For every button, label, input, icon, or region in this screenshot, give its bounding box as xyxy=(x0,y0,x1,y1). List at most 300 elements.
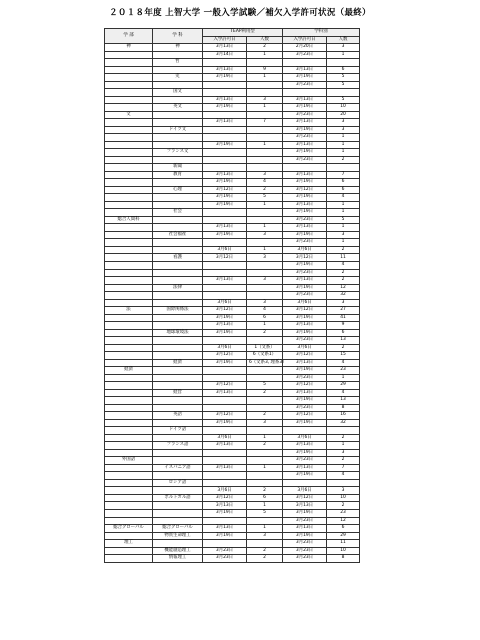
gakka-date-cell: 3月19日 xyxy=(283,261,327,269)
subject-cell xyxy=(153,134,203,142)
department-cell xyxy=(105,382,153,390)
teap-count-cell xyxy=(247,81,283,89)
teap-count-cell xyxy=(247,457,283,465)
teap-count-cell: 9 xyxy=(247,66,283,74)
subject-cell: 新聞 xyxy=(153,164,203,172)
subject-cell: 国際関係法 xyxy=(153,307,203,315)
subject-cell: 法律 xyxy=(153,284,203,292)
teap-count-cell: 6（文系1） xyxy=(247,352,283,360)
teap-date-cell xyxy=(203,134,247,142)
header-teap: TEAP利用型 xyxy=(203,29,283,37)
department-cell xyxy=(105,547,153,555)
department-cell xyxy=(105,314,153,322)
table-row xyxy=(105,111,360,119)
subject-cell: 経済 xyxy=(153,359,203,367)
subject-cell xyxy=(153,314,203,322)
subject-cell xyxy=(153,179,203,187)
subject-cell xyxy=(153,434,203,442)
teap-count-cell xyxy=(247,126,283,134)
department-cell xyxy=(105,419,153,427)
department-cell xyxy=(105,134,153,142)
subject-cell xyxy=(153,419,203,427)
department-cell xyxy=(105,119,153,127)
gakka-count-cell: 2 xyxy=(327,277,360,285)
gakka-count-cell: 13 xyxy=(327,397,360,405)
subject-cell xyxy=(153,141,203,149)
gakka-date-cell: 3月13日 xyxy=(283,201,327,209)
teap-count-cell: 2 xyxy=(247,412,283,420)
gakka-date-cell: 3月12日 xyxy=(283,186,327,194)
teap-count-cell: 6 xyxy=(247,314,283,322)
teap-date-cell: 3月23日 xyxy=(203,555,247,563)
subject-cell xyxy=(153,261,203,269)
subject-cell xyxy=(153,502,203,510)
gakka-date-cell xyxy=(283,59,327,67)
gakka-date-cell: 3月13日 xyxy=(283,66,327,74)
gakka-date-cell: 3月19日 xyxy=(283,532,327,540)
subject-cell xyxy=(153,449,203,457)
department-cell xyxy=(105,412,153,420)
gakka-count-cell: 9 xyxy=(327,322,360,330)
gakka-count-cell: 6 xyxy=(327,186,360,194)
table-row xyxy=(105,171,360,179)
teap-date-cell xyxy=(203,404,247,412)
teap-count-cell xyxy=(247,397,283,405)
teap-count-cell xyxy=(247,209,283,217)
table-row xyxy=(105,59,360,67)
gakka-date-cell: 3月23日 xyxy=(283,457,327,465)
teap-count-cell: 5 xyxy=(247,510,283,518)
teap-date-cell: 3月13日 xyxy=(203,389,247,397)
gakka-count-cell: 13 xyxy=(327,337,360,345)
gakka-date-cell: 3月23日 xyxy=(283,111,327,119)
teap-count-cell: 1 xyxy=(247,74,283,82)
subject-cell: 看護 xyxy=(153,254,203,262)
gakka-count-cell: 6 xyxy=(327,329,360,337)
department-cell xyxy=(105,337,153,345)
gakka-date-cell: 3月19日 xyxy=(283,472,327,480)
subject-cell: ドイツ文 xyxy=(153,126,203,134)
subject-cell xyxy=(153,111,203,119)
teap-date-cell: 3月13日 xyxy=(203,322,247,330)
teap-count-cell: 2 xyxy=(247,547,283,555)
gakka-count-cell: 41 xyxy=(327,314,360,322)
table-row xyxy=(105,322,360,330)
teap-count-cell: 3 xyxy=(247,277,283,285)
subject-cell: 地球環境法 xyxy=(153,329,203,337)
teap-count-cell: 1 xyxy=(247,51,283,59)
gakka-count-cell: 11 xyxy=(327,254,360,262)
gakka-count-cell: 15 xyxy=(327,352,360,360)
header-teap-date: 入学許可日 xyxy=(203,36,247,44)
teap-count-cell xyxy=(247,156,283,164)
gakka-count-cell: 3 xyxy=(327,119,360,127)
table-row xyxy=(105,284,360,292)
teap-count-cell xyxy=(247,517,283,525)
gakka-date-cell: 3月13日 xyxy=(283,359,327,367)
teap-count-cell: 1 xyxy=(247,141,283,149)
subject-cell: イスパニア語 xyxy=(153,464,203,472)
teap-count-cell: 4 xyxy=(247,307,283,315)
table-row xyxy=(105,216,360,224)
gakka-date-cell: 3月19日 xyxy=(283,329,327,337)
gakka-date-cell: 3月23日 xyxy=(283,216,327,224)
table-row xyxy=(105,269,360,277)
department-cell xyxy=(105,277,153,285)
subject-cell: 教育 xyxy=(153,171,203,179)
table-row xyxy=(105,74,360,82)
table-row xyxy=(105,525,360,533)
table-row xyxy=(105,532,360,540)
department-cell xyxy=(105,502,153,510)
subject-cell xyxy=(153,382,203,390)
gakka-date-cell: 3月13日 xyxy=(283,141,327,149)
gakka-date-cell: 3月23日 xyxy=(283,81,327,89)
department-cell xyxy=(105,284,153,292)
gakka-count-cell: 8 xyxy=(327,404,360,412)
gakka-date-cell: 3月13日 xyxy=(283,464,327,472)
teap-date-cell xyxy=(203,427,247,435)
subject-cell xyxy=(153,472,203,480)
gakka-date-cell: 3月23日 xyxy=(283,374,327,382)
teap-date-cell xyxy=(203,164,247,172)
department-cell xyxy=(105,239,153,247)
table-row xyxy=(105,517,360,525)
department-cell xyxy=(105,472,153,480)
teap-date-cell: 3月13日 xyxy=(203,44,247,52)
department-cell xyxy=(105,231,153,239)
gakka-date-cell: 3月23日 xyxy=(283,292,327,300)
gakka-date-cell xyxy=(283,89,327,97)
teap-date-cell: 3月19日 xyxy=(203,141,247,149)
gakka-date-cell: 3月6日 xyxy=(283,487,327,495)
department-cell xyxy=(105,404,153,412)
table-row xyxy=(105,419,360,427)
teap-date-cell: 3月19日 xyxy=(203,104,247,112)
teap-date-cell xyxy=(203,479,247,487)
subject-cell: 総合グローバル xyxy=(153,525,203,533)
subject-cell xyxy=(153,397,203,405)
department-cell: 理工 xyxy=(105,540,153,548)
teap-date-cell: 3月13日 xyxy=(203,171,247,179)
department-cell xyxy=(105,389,153,397)
teap-date-cell xyxy=(203,239,247,247)
gakka-date-cell: 3月13日 xyxy=(283,119,327,127)
subject-cell: 情報理工 xyxy=(153,555,203,563)
teap-count-cell: 2 xyxy=(247,389,283,397)
gakka-count-cell: 3 xyxy=(327,44,360,52)
gakka-count-cell: 10 xyxy=(327,104,360,112)
department-cell xyxy=(105,149,153,157)
gakka-date-cell: 3月13日 xyxy=(283,442,327,450)
gakka-date-cell: 3月13日 xyxy=(283,224,327,232)
table-row xyxy=(105,404,360,412)
teap-date-cell: 3月12日 xyxy=(203,352,247,360)
table-row xyxy=(105,389,360,397)
gakka-date-cell: 3月19日 xyxy=(283,284,327,292)
teap-count-cell: 3 xyxy=(247,171,283,179)
subject-cell: 英語 xyxy=(153,412,203,420)
table-row xyxy=(105,502,360,510)
gakka-count-cell: 4 xyxy=(327,194,360,202)
subject-cell xyxy=(153,367,203,375)
table-row xyxy=(105,246,360,254)
table-row xyxy=(105,427,360,435)
gakka-count-cell: 7 xyxy=(327,171,360,179)
teap-count-cell xyxy=(247,239,283,247)
teap-date-cell xyxy=(203,337,247,345)
gakka-date-cell: 3月13日 xyxy=(283,502,327,510)
teap-date-cell xyxy=(203,149,247,157)
teap-date-cell: 3月19日 xyxy=(203,359,247,367)
teap-date-cell: 3月23日 xyxy=(203,547,247,555)
teap-count-cell: 3 xyxy=(247,254,283,262)
gakka-count-cell: 3 xyxy=(327,449,360,457)
teap-date-cell: 3月13日 xyxy=(203,442,247,450)
gakka-count-cell: 5 xyxy=(327,216,360,224)
gakka-date-cell: 3月12日 xyxy=(283,494,327,502)
table-row xyxy=(105,547,360,555)
gakka-date-cell: 3月13日 xyxy=(283,322,327,330)
gakka-date-cell: 3月19日 xyxy=(283,209,327,217)
table-row xyxy=(105,359,360,367)
gakka-count-cell: 2 xyxy=(327,246,360,254)
gakka-date-cell: 3月6日 xyxy=(283,344,327,352)
teap-date-cell: 3月12日 xyxy=(203,254,247,262)
department-cell: 総合人間科 xyxy=(105,216,153,224)
department-cell xyxy=(105,209,153,217)
table-row xyxy=(105,179,360,187)
department-cell xyxy=(105,89,153,97)
subject-cell xyxy=(153,239,203,247)
teap-date-cell xyxy=(203,111,247,119)
table-row xyxy=(105,540,360,548)
teap-count-cell xyxy=(247,337,283,345)
department-cell xyxy=(105,487,153,495)
teap-count-cell: 1 xyxy=(247,502,283,510)
gakka-count-cell xyxy=(327,89,360,97)
table-row xyxy=(105,329,360,337)
table-row xyxy=(105,89,360,97)
teap-count-cell xyxy=(247,540,283,548)
teap-count-cell xyxy=(247,292,283,300)
table-row xyxy=(105,449,360,457)
gakka-date-cell: 3月23日 xyxy=(283,517,327,525)
gakka-date-cell: 3月19日 xyxy=(283,231,327,239)
gakka-date-cell: 3月19日 xyxy=(283,510,327,518)
teap-date-cell: 3月19日 xyxy=(203,201,247,209)
department-cell xyxy=(105,510,153,518)
department-cell xyxy=(105,555,153,563)
table-row xyxy=(105,442,360,450)
teap-count-cell xyxy=(247,216,283,224)
gakka-count-cell: 1 xyxy=(327,442,360,450)
subject-cell xyxy=(153,119,203,127)
department-cell xyxy=(105,81,153,89)
teap-date-cell: 3月19日 xyxy=(203,179,247,187)
teap-date-cell xyxy=(203,81,247,89)
department-cell xyxy=(105,186,153,194)
table-row xyxy=(105,51,360,59)
gakka-date-cell: 2月20日 xyxy=(283,44,327,52)
header-teap-count: 人数 xyxy=(247,36,283,44)
department-cell xyxy=(105,359,153,367)
table-row xyxy=(105,231,360,239)
department-cell xyxy=(105,344,153,352)
teap-count-cell: 1（文系） xyxy=(247,344,283,352)
gakka-count-cell: 1 xyxy=(327,209,360,217)
table-row xyxy=(105,479,360,487)
teap-date-cell xyxy=(203,269,247,277)
teap-date-cell xyxy=(203,472,247,480)
gakka-count-cell: 1 xyxy=(327,201,360,209)
table-row xyxy=(105,81,360,89)
table-row xyxy=(105,487,360,495)
teap-date-cell: 3月13日 xyxy=(203,277,247,285)
gakka-date-cell: 3月23日 xyxy=(283,269,327,277)
department-cell xyxy=(105,104,153,112)
gakka-count-cell: 23 xyxy=(327,367,360,375)
subject-cell xyxy=(153,96,203,104)
department-cell: 法 xyxy=(105,307,153,315)
gakka-date-cell: 3月6日 xyxy=(283,434,327,442)
subject-cell: 英文 xyxy=(153,104,203,112)
gakka-date-cell: 3月23日 xyxy=(283,337,327,345)
table-row xyxy=(105,104,360,112)
subject-cell xyxy=(153,194,203,202)
gakka-count-cell: 6 xyxy=(327,525,360,533)
teap-date-cell: 3月19日 xyxy=(203,510,247,518)
teap-date-cell xyxy=(203,374,247,382)
teap-count-cell xyxy=(247,404,283,412)
gakka-date-cell: 3月6日 xyxy=(283,299,327,307)
gakka-count-cell xyxy=(327,479,360,487)
gakka-date-cell: 3月19日 xyxy=(283,149,327,157)
subject-cell xyxy=(153,81,203,89)
teap-count-cell: 3 xyxy=(247,299,283,307)
teap-date-cell xyxy=(203,156,247,164)
subject-cell xyxy=(153,322,203,330)
subject-cell: 史 xyxy=(153,74,203,82)
teap-date-cell: 3月12日 xyxy=(203,186,247,194)
subject-cell: ドイツ語 xyxy=(153,427,203,435)
teap-count-cell xyxy=(247,59,283,67)
department-cell xyxy=(105,269,153,277)
table-row xyxy=(105,494,360,502)
teap-date-cell: 3月13日 xyxy=(203,119,247,127)
subject-cell xyxy=(153,292,203,300)
subject-cell xyxy=(153,517,203,525)
teap-date-cell: 3月12日 xyxy=(203,494,247,502)
department-cell: 総合グローバル xyxy=(105,525,153,533)
subject-cell xyxy=(153,216,203,224)
subject-cell xyxy=(153,352,203,360)
gakka-count-cell: 16 xyxy=(327,412,360,420)
gakka-count-cell: 2 xyxy=(327,457,360,465)
gakka-count-cell: 29 xyxy=(327,532,360,540)
table-row xyxy=(105,457,360,465)
teap-count-cell xyxy=(247,89,283,97)
gakka-count-cell: 3 xyxy=(327,299,360,307)
teap-count-cell: 2 xyxy=(247,442,283,450)
subject-cell xyxy=(153,344,203,352)
department-cell xyxy=(105,397,153,405)
department-cell xyxy=(105,329,153,337)
department-cell xyxy=(105,427,153,435)
subject-cell xyxy=(153,51,203,59)
teap-date-cell: 3月19日 xyxy=(203,329,247,337)
teap-date-cell xyxy=(203,457,247,465)
gakka-count-cell: 12 xyxy=(327,284,360,292)
department-cell xyxy=(105,374,153,382)
table-row xyxy=(105,344,360,352)
gakka-date-cell: 3月23日 xyxy=(283,239,327,247)
table-row xyxy=(105,374,360,382)
department-cell xyxy=(105,179,153,187)
gakka-count-cell: 6 xyxy=(327,66,360,74)
gakka-count-cell: 2 xyxy=(327,156,360,164)
subject-cell: 社会 xyxy=(153,209,203,217)
department-cell: 文 xyxy=(105,111,153,119)
gakka-count-cell: 1 xyxy=(327,141,360,149)
teap-count-cell: 2 xyxy=(247,44,283,52)
table-row xyxy=(105,239,360,247)
gakka-date-cell: 3月13日 xyxy=(283,277,327,285)
gakka-date-cell: 3月12日 xyxy=(283,254,327,262)
teap-count-cell: 3 xyxy=(247,532,283,540)
teap-date-cell xyxy=(203,449,247,457)
department-cell xyxy=(105,517,153,525)
gakka-count-cell: 1 xyxy=(327,374,360,382)
gakka-count-cell: 5 xyxy=(327,96,360,104)
gakka-date-cell xyxy=(283,479,327,487)
gakka-count-cell: 4 xyxy=(327,389,360,397)
gakka-count-cell: 1 xyxy=(327,51,360,59)
table-row xyxy=(105,472,360,480)
teap-count-cell xyxy=(247,479,283,487)
gakka-date-cell: 3月6日 xyxy=(283,246,327,254)
teap-count-cell: 3 xyxy=(247,231,283,239)
teap-count-cell: 2 xyxy=(247,555,283,563)
department-cell xyxy=(105,224,153,232)
gakka-date-cell: 3月13日 xyxy=(283,96,327,104)
gakka-count-cell: 2 xyxy=(327,344,360,352)
subject-cell: 心理 xyxy=(153,186,203,194)
teap-count-cell: 1 xyxy=(247,525,283,533)
gakka-count-cell: 6 xyxy=(327,179,360,187)
subject-cell xyxy=(153,404,203,412)
table-row xyxy=(105,149,360,157)
teap-date-cell xyxy=(203,209,247,217)
table-row xyxy=(105,66,360,74)
gakka-count-cell: 10 xyxy=(327,494,360,502)
gakka-count-cell: 2 xyxy=(327,269,360,277)
teap-date-cell: 3月13日 xyxy=(203,96,247,104)
admission-table xyxy=(104,28,360,563)
gakka-count-cell: 8 xyxy=(327,555,360,563)
teap-count-cell: 1 xyxy=(247,246,283,254)
teap-count-cell: 1 xyxy=(247,201,283,209)
subject-cell xyxy=(153,299,203,307)
teap-date-cell xyxy=(203,216,247,224)
subject-cell xyxy=(153,66,203,74)
table-row xyxy=(105,412,360,420)
subject-cell: フランス文 xyxy=(153,149,203,157)
teap-date-cell xyxy=(203,126,247,134)
department-cell xyxy=(105,442,153,450)
table-row xyxy=(105,299,360,307)
teap-date-cell: 3月12日 xyxy=(203,382,247,390)
